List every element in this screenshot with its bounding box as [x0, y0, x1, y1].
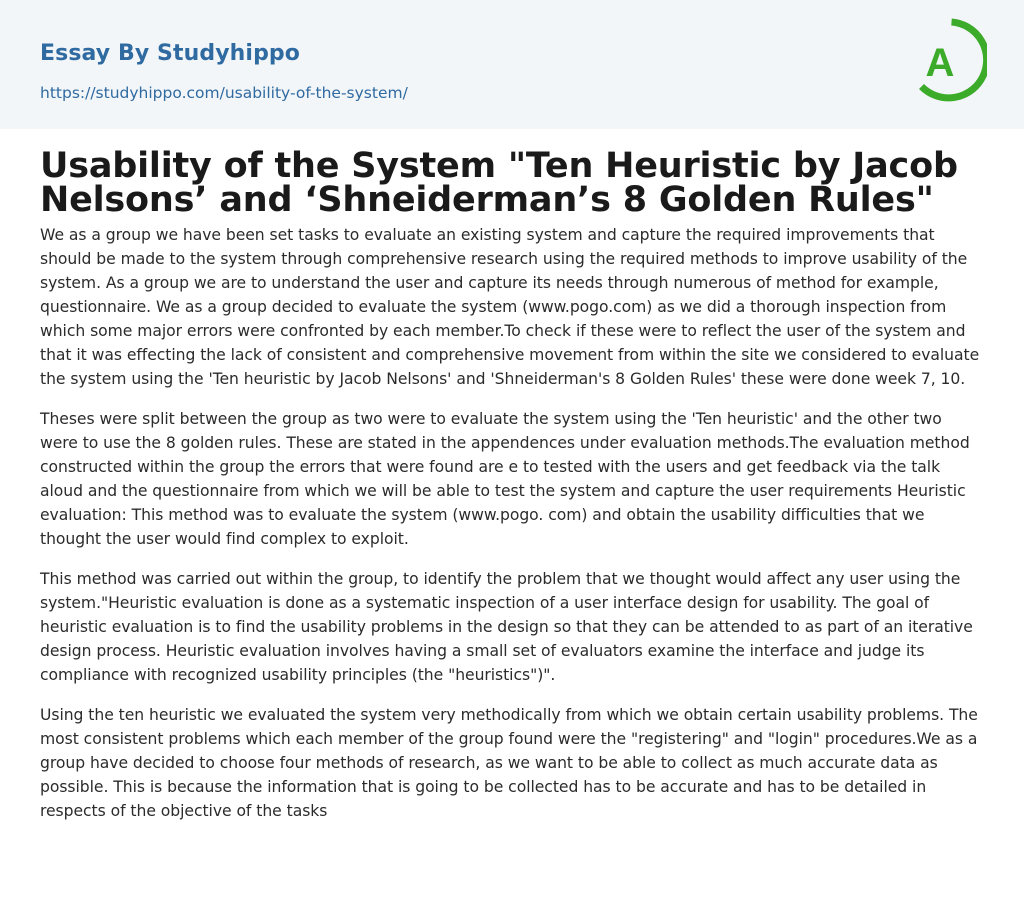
essay-paragraph: This method was carried out within the group, to identify the problem that we thought would affect any user using the system."Heuristic evaluation is done as a systematic inspection of a user interface design for usability. The goal of heuristic evaluation is to find the usability problems in the design so that they can be attended to as part of an iterative design process. Heuristic evaluation involves having a small set of evaluators examine the interface and judge its compliance with recognized usability principles (the "heuristics")".	[40, 570, 973, 684]
essay-title: Usability of the System "Ten Heuristic by Jacob Nelsons’ and ‘Shneiderman’s 8 Golden Rules"	[40, 146, 958, 220]
essay-paragraph: Theses were split between the group as two were to evaluate the system using the 'Ten heuristic' and the other two were to use the 8 golden rules. These are stated in the appendences under evaluation methods.The evaluation method constructed within the group the errors that were found are e to tested with the users and get feedback via the talk aloud and the questionnaire from which we will be able to test the system and capture the user requirements Heuristic evaluation: This method was to evaluate the system (www.pogo. com) and obtain the usability difficulties that we thought the user would find complex to exploit.	[40, 410, 970, 548]
essay-paragraph: We as a group we have been set tasks to evaluate an existing system and capture the required improvements that should be made to the system through comprehensive research using the required methods to improve usability of the system. As a group we are to understand the user and capture its needs through numerous of method for example, questionnaire. We as a group decided to evaluate the system (www.pogo.com) as we did a thorough inspection from which some major errors were confronted by each member.To check if these were to reflect the user of the system and that it was effecting the lack of consistent and comprehensive movement from within the site we considered to evaluate the system using the 'Ten heuristic by Jacob Nelsons' and 'Shneiderman's 8 Golden Rules' these were done week 7, 10.	[40, 226, 980, 388]
brand-title[interactable]: Essay By Studyhippo	[40, 41, 300, 66]
essay-url-link[interactable]: https://studyhippo.com/usability-of-the-system/	[40, 84, 408, 102]
studyhippo-logo-icon[interactable]	[911, 18, 987, 106]
essay-paragraph: Using the ten heuristic we evaluated the system very methodically from which we obtain certain usability problems. The most consistent problems which each member of the group found were the "registering" and "login" procedures.We as a group have decided to choose four methods of research, as we want to be able to collect as much accurate data as possible. This is because the information that is going to be collected has to be accurate and has to be detailed in respects of the objective of the tasks	[40, 706, 978, 820]
site-header	[0, 0, 1024, 129]
essay-content	[40, 146, 984, 839]
logo-letter: A	[925, 41, 955, 85]
